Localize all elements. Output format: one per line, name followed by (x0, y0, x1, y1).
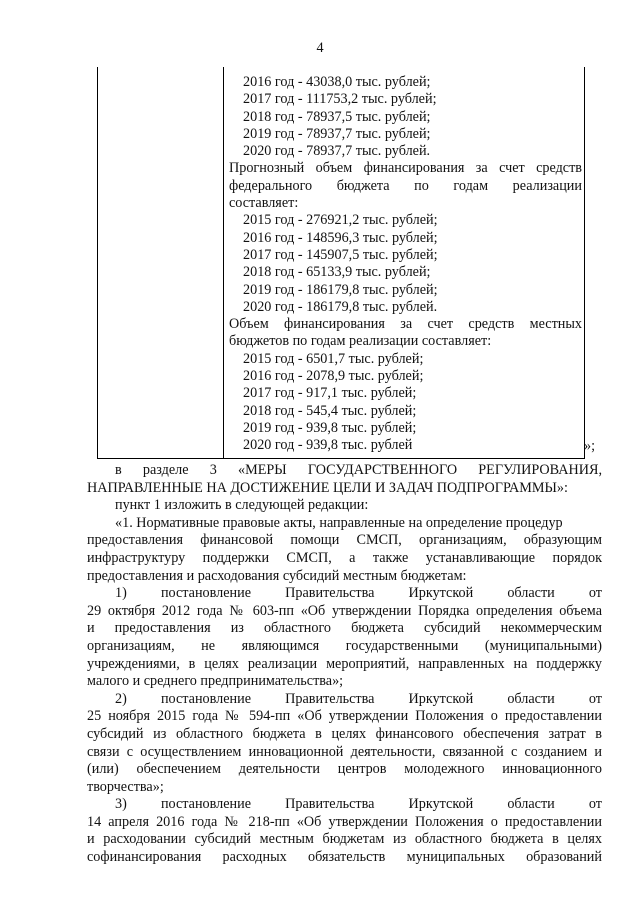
body-line: и предоставления из областного бюджета субсидий некоммерческим (87, 620, 602, 637)
body-line: НАПРАВЛЕННЫЕ НА ДОСТИЖЕНИЕ ЦЕЛИ И ЗАДАЧ ПОДПРОГРАММЫ»: (87, 479, 568, 496)
local-line: 2017 год - 917,1 тыс. рублей; (243, 385, 417, 402)
funding-line: 2019 год - 78937,7 тыс. рублей; (243, 125, 431, 142)
federal-line: 2017 год - 145907,5 тыс. рублей; (243, 246, 438, 263)
body-line: предоставления и расходования субсидий местным бюджетам: (87, 567, 467, 584)
body-line: творчества»; (87, 778, 164, 795)
body-line: предоставления финансовой помощи СМСП, организациям, образующим (87, 532, 602, 549)
federal-intro-line: Прогнозный объем финансирования за счет средств (229, 160, 582, 177)
federal-intro-line: федерального бюджета по годам реализации (229, 177, 582, 194)
funding-line: 2017 год - 111753,2 тыс. рублей; (243, 91, 437, 108)
local-line: 2019 год - 939,8 тыс. рублей; (243, 419, 417, 436)
body-line: софинансирования расходных обязательств муниципальных образований (87, 849, 602, 866)
quote-end-mark: »; (584, 438, 596, 454)
document-body (87, 462, 602, 867)
body-line: субсидий из областного бюджета в целях финансового обеспечения затрат в (87, 725, 602, 742)
body-line: «1. Нормативные правовые акты, направленные на определение процедур (115, 514, 563, 531)
federal-intro-line: составляет: (229, 195, 299, 212)
page-number: 4 (316, 40, 324, 56)
body-line: 1) постановление Правительства Иркутской области от (115, 585, 602, 602)
table-column-divider (223, 67, 224, 458)
federal-line: 2016 год - 148596,3 тыс. рублей; (243, 229, 438, 246)
body-line: 25 ноября 2015 года № 594-пп «Об утверждении Положения о предоставлении (87, 708, 602, 725)
local-line: 2015 год - 6501,7 тыс. рублей; (243, 350, 424, 367)
local-line: 2020 год - 939,8 тыс. рублей (243, 437, 413, 454)
body-line: инфраструктуру поддержки СМСП, а также устанавливающие порядок (87, 549, 602, 566)
body-line: пункт 1 изложить в следующей редакции: (115, 497, 369, 514)
body-line: связи с осуществлением инновационной деятельности, связанной с созданием и (87, 743, 602, 760)
federal-line: 2018 год - 65133,9 тыс. рублей; (243, 264, 431, 281)
local-line: 2018 год - 545,4 тыс. рублей; (243, 402, 417, 419)
local-intro-line: Объем финансирования за счет средств местных (229, 316, 582, 333)
body-line: 14 апреля 2016 года № 218-пп «Об утверждении Положения о предоставлении (87, 813, 602, 830)
local-line: 2016 год - 2078,9 тыс. рублей; (243, 368, 424, 385)
body-line: и расходовании субсидий местным бюджетам из областного бюджета в целях (87, 831, 602, 848)
funding-line: 2016 год - 43038,0 тыс. рублей; (243, 74, 431, 90)
passport-table (97, 67, 585, 459)
body-line: в разделе 3 «МЕРЫ ГОСУДАРСТВЕННОГО РЕГУЛИРОВАНИЯ, (115, 462, 602, 478)
federal-line: 2015 год - 276921,2 тыс. рублей; (243, 212, 438, 229)
body-line: 29 октября 2012 года № 603-пп «Об утверждении Порядка определения объема (87, 602, 602, 619)
body-line: 2) постановление Правительства Иркутской области от (115, 690, 602, 707)
body-line: учреждениями, в целях реализации мероприятий, направленных на поддержку (87, 655, 602, 672)
body-line: малого и среднего предпринимательства»; (87, 673, 344, 690)
body-line: 3) постановление Правительства Иркутской области от (115, 796, 602, 813)
body-line: организациям, не являющимся государственными (муниципальными) (87, 637, 602, 654)
federal-line: 2019 год - 186179,8 тыс. рублей; (243, 281, 438, 298)
funding-line: 2020 год - 78937,7 тыс. рублей. (243, 143, 431, 160)
body-line: (или) обеспечением деятельности центров молодежного инновационного (87, 761, 602, 778)
funding-cell (229, 74, 582, 455)
funding-line: 2018 год - 78937,5 тыс. рублей; (243, 108, 431, 125)
federal-line: 2020 год - 186179,8 тыс. рублей. (243, 298, 438, 315)
local-intro-line: бюджетов по годам реализации составляет: (229, 333, 492, 350)
